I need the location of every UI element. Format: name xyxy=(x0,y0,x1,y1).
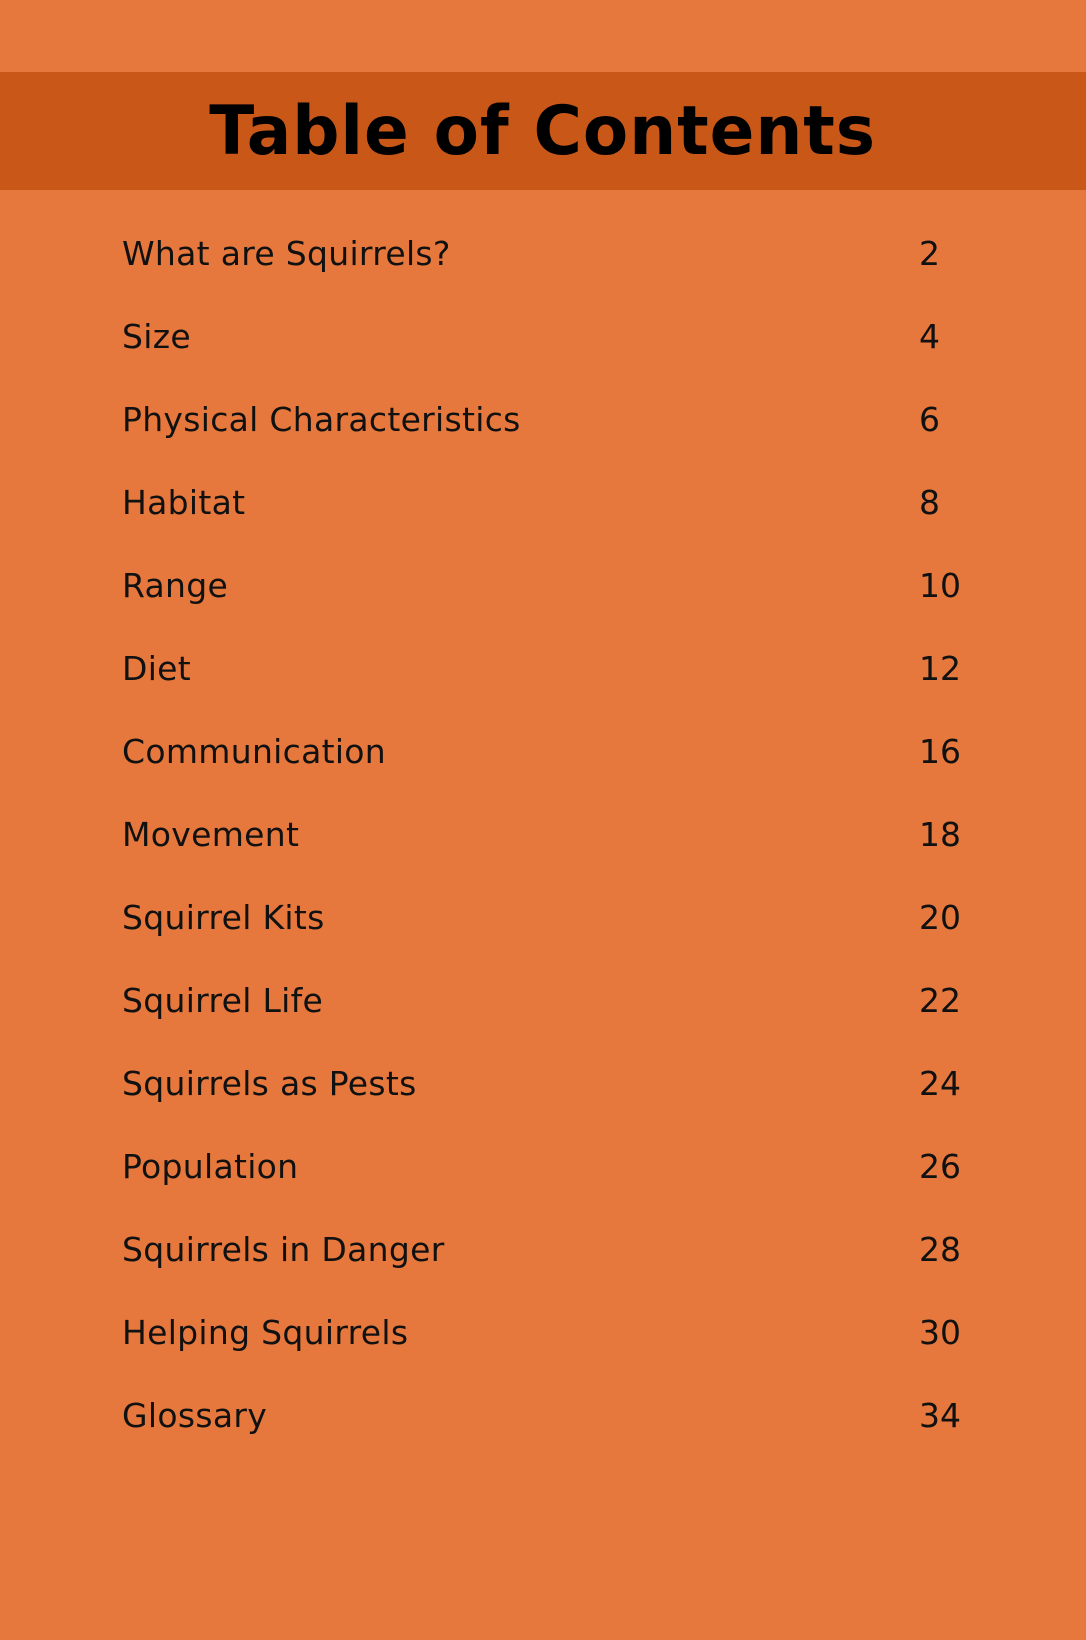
toc-entry[interactable] xyxy=(0,299,1086,382)
toc-entry[interactable] xyxy=(0,465,1086,548)
toc-entry-page: 18 xyxy=(919,815,961,854)
toc-entry-page: 2 xyxy=(919,234,940,273)
toc-entry-title: Squirrel Life xyxy=(122,981,324,1020)
toc-entry-title: Squirrel Kits xyxy=(122,898,325,937)
toc-entry-title: Size xyxy=(122,317,191,356)
toc-entry-page: 8 xyxy=(919,483,940,522)
toc-entry-title: Movement xyxy=(122,815,300,854)
toc-entry-title: Squirrels as Pests xyxy=(122,1064,417,1103)
toc-entry-page: 22 xyxy=(919,981,961,1020)
title-banner xyxy=(0,72,1086,190)
toc-entry-title: Habitat xyxy=(122,483,246,522)
toc-entry[interactable] xyxy=(0,1295,1086,1378)
toc-entry[interactable] xyxy=(0,1212,1086,1295)
toc-entry[interactable] xyxy=(0,714,1086,797)
toc-entry[interactable] xyxy=(0,382,1086,465)
toc-entry[interactable] xyxy=(0,631,1086,714)
toc-entry-title: Squirrels in Danger xyxy=(122,1230,445,1269)
toc-entry[interactable] xyxy=(0,1046,1086,1129)
toc-entry-title: What are Squirrels? xyxy=(122,234,451,273)
toc-entry-title: Communication xyxy=(122,732,387,771)
toc-entry[interactable] xyxy=(0,797,1086,880)
page-title: Table of Contents xyxy=(209,91,877,171)
toc-entry[interactable] xyxy=(0,963,1086,1046)
toc-entry-page: 30 xyxy=(919,1313,961,1352)
toc-entry-title: Population xyxy=(122,1147,299,1186)
toc-entry-page: 10 xyxy=(919,566,961,605)
toc-entry-page: 24 xyxy=(919,1064,961,1103)
toc-entry-title: Glossary xyxy=(122,1396,268,1435)
toc-entry-page: 12 xyxy=(919,649,961,688)
toc-entry-page: 6 xyxy=(919,400,940,439)
toc-entry-title: Helping Squirrels xyxy=(122,1313,409,1352)
toc-entry-title: Physical Characteristics xyxy=(122,400,521,439)
toc-entry-title: Range xyxy=(122,566,229,605)
toc-entry-title: Diet xyxy=(122,649,192,688)
toc-entry-page: 16 xyxy=(919,732,961,771)
toc-entry[interactable] xyxy=(0,880,1086,963)
toc-entry-page: 20 xyxy=(919,898,961,937)
toc-entry-page: 26 xyxy=(919,1147,961,1186)
table-of-contents xyxy=(0,216,1086,1461)
toc-entry-page: 28 xyxy=(919,1230,961,1269)
toc-entry[interactable] xyxy=(0,216,1086,299)
toc-entry-page: 4 xyxy=(919,317,940,356)
toc-entry[interactable] xyxy=(0,1378,1086,1461)
toc-entry[interactable] xyxy=(0,1129,1086,1212)
toc-entry[interactable] xyxy=(0,548,1086,631)
toc-entry-page: 34 xyxy=(919,1396,961,1435)
